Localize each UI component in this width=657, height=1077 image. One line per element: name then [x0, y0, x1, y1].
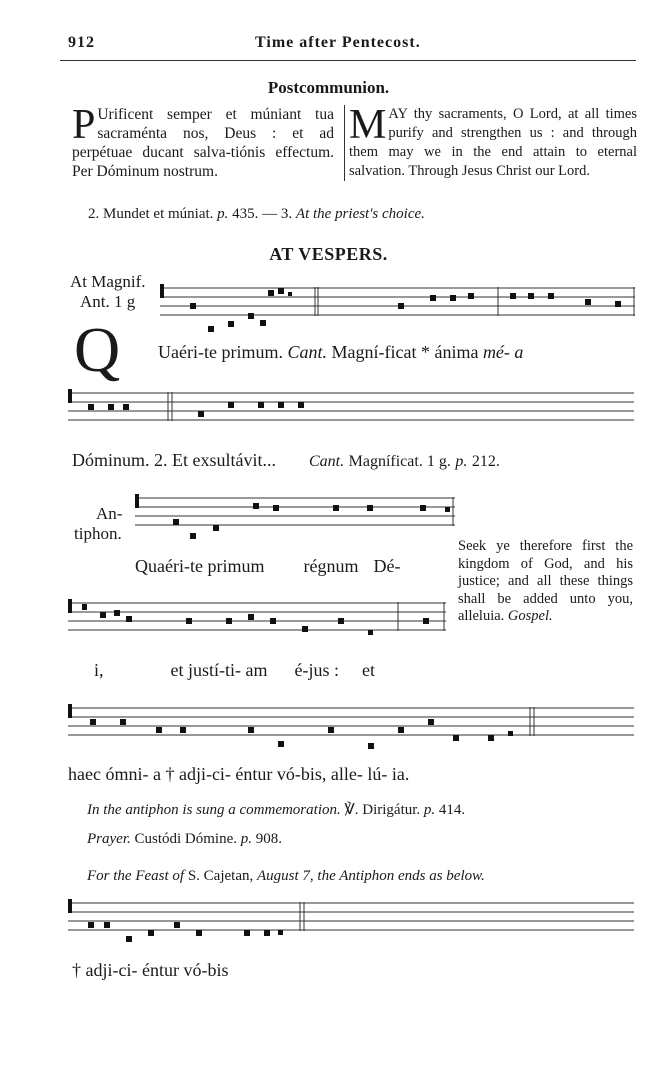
translation-source: Gospel.: [507, 608, 553, 624]
chant-staff-5: [68, 705, 634, 745]
antiphon-word-ejus: é-jus :: [294, 660, 339, 680]
ref-mundet: 2. Mundet et múniat.: [88, 206, 214, 222]
chant-staff-3: [135, 495, 455, 535]
line1-text: Uaéri-te primum.: [158, 342, 283, 362]
antiphon-line2: [94, 660, 375, 681]
line2-p: p.: [455, 453, 468, 470]
postcommunion-title: Postcommunion.: [267, 78, 390, 97]
antiphon-label-2: tiphon.: [74, 524, 122, 543]
vespers-line1: [158, 342, 523, 363]
line2-cant: Cant.: [309, 453, 345, 470]
latin-initial: P: [72, 102, 96, 148]
ref-page: 435. — 3.: [232, 206, 293, 222]
antiphon-word-1: Quaéri-te primum: [135, 556, 265, 576]
dirigatur: ℣. Dirigátur.: [344, 802, 421, 818]
big-initial-q: Q: [74, 314, 121, 385]
prayer-label: Prayer.: [87, 831, 131, 847]
english-text: AY thy sacraments, O Lord, at all times purify and strengthen us : and through them may we in the end attain to eternal salvation. Through Jesus Christ our Lord.: [349, 106, 637, 179]
dirigatur-p: p.: [423, 802, 436, 818]
line2-text: Dóminum. 2. Et exsultávit...: [72, 450, 276, 470]
ref-p: p.: [217, 206, 229, 222]
prayer-page: 908.: [255, 831, 283, 847]
postcommunion-references: [88, 206, 425, 223]
commemoration-text: In the antiphon is sung a commemoration.: [87, 802, 341, 818]
ref-choice: At the priest's choice.: [295, 206, 425, 222]
line2-page: 212.: [471, 453, 500, 470]
prayer-text: Custódi Dómine.: [134, 831, 238, 847]
ending-line: † adji-ci- éntur vó-bis: [72, 960, 229, 980]
antiphon-label-1: An-: [96, 504, 123, 523]
chant-staff-1: [160, 285, 635, 325]
antiphon-mode-label: Ant. 1 g: [80, 292, 136, 311]
line1-cant: Cant.: [287, 342, 327, 362]
running-title: Time after Pentecost.: [255, 34, 421, 51]
antiphon-line3: haec ómni- a † adji-ci- éntur vó-bis, alle- lú- ia.: [68, 764, 410, 784]
postcommunion-latin: [72, 102, 334, 181]
prayer-p: p.: [240, 831, 253, 847]
postcommunion-english: [344, 102, 637, 181]
chant-staff-4: [68, 600, 446, 640]
magnif-label: At Magnif.: [70, 272, 146, 291]
commemoration-note: [87, 800, 465, 819]
line2-magnificat: Magníficat. 1 g.: [348, 453, 451, 470]
antiphon-word-i: i,: [94, 660, 104, 680]
antiphon-line1: [135, 556, 400, 577]
line1-magnificat: Magní-ficat * ánima: [331, 342, 479, 362]
chant-staff-6: [68, 900, 634, 940]
vespers-line2: [72, 450, 500, 471]
latin-text: Urificent semper et múniant tua sacraménta nos, Deus : et ad perpétuae ducant salva-tiónis effectum. Per Dóminum nostrum.: [72, 106, 334, 180]
page-number: 912: [68, 34, 95, 51]
vespers-title: AT VESPERS.: [269, 244, 388, 264]
feast-a: For the Feast of: [87, 868, 185, 884]
english-initial: M: [349, 102, 387, 148]
header-rule: [60, 60, 636, 61]
antiphon-word-et: et: [362, 660, 375, 680]
antiphon-word-3: Dé-: [373, 556, 401, 576]
antiphon-word-justitiam: et justí-ti- am: [170, 660, 268, 680]
feast-b: S. Cajetan,: [187, 868, 254, 884]
antiphon-translation: [458, 538, 633, 626]
chant-staff-2: [68, 390, 634, 430]
prayer-note: [87, 831, 282, 848]
feast-note: [87, 868, 485, 885]
antiphon-word-2: régnum: [303, 556, 359, 576]
dirigatur-page: 414.: [438, 802, 466, 818]
line1-mea: mé- a: [482, 342, 524, 362]
feast-c: August 7,: [256, 868, 314, 884]
feast-d: the Antiphon ends as below.: [317, 868, 485, 884]
translation-text: Seek ye therefore first the kingdom of God, and his justice; and all these things shall be added unto you, alleluia.: [458, 538, 633, 624]
